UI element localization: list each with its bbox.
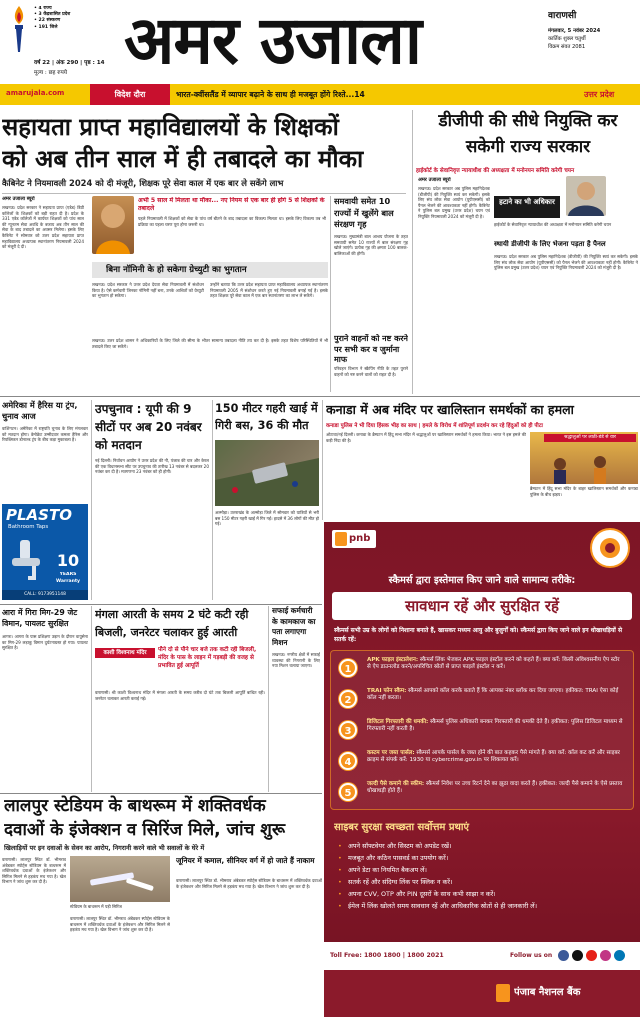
pnb-bank-name: पंजाब नैशनल बैंक: [514, 987, 581, 998]
mig-crash-title: आरा में गिरा मिग-29 जेट विमान, पायलट सुरक्षित: [2, 608, 78, 628]
step-detail: स्कैमर्स पुलिस अधिकारी बनकर गिरफ्तारी की धमकी देते हैं। हकीकत: पुलिस डिजिटल माध्यम से गिरफ्तारी नहीं करती है।: [367, 719, 623, 733]
step-title: APK फाइल इंस्टालेशन:: [367, 657, 419, 663]
toll-free[interactable]: Toll Free: 1800 1800 | 1800 2021: [330, 952, 444, 959]
pnb-headline: स्कैमर्स द्वारा इस्तेमाल किए जाने वाले सामान्य तरीके:: [388, 575, 576, 586]
dgp-body-lower: लखनऊ। प्रदेश सरकार अब पुलिस महानिदेशक (डीजीपी) की नियुक्ति स्वयं कर सकेगी। इसके लिए संघ लोक सेवा आयोग (यूपीएससी) को पैनल भेजने की आवश्यकता नहीं होगी। कैबिनेट ने पुलिस बल प्रमुख (उत्तर प्रदेश) चयन एवं नियुक्ति नियमावली 2024 को मंजूरी दी है।: [494, 254, 638, 271]
stadium-body-col2: वाराणसी। लालपुर स्थित डॉ. भीमराव अंबेडकर स्पोर्ट्स स्टेडियम के बाथरूम में शक्तिवर्धक दवाओं के इंजेक्शन और सिरिंज मिलने से हड़कंप मच गया है। खेल विभाग ने जांच शुरू कर दी है।: [70, 916, 170, 933]
lead-body-col1: लखनऊ। प्रदेश सरकार ने सहायता प्राप्त (एडेड) डिग्री कॉलेजों के शिक्षकों को बड़ी राहत दी है। प्रदेश के 331 एडेड कॉलेजों में कार्यरत शिक्षकों को पांच साल की न्यूनतम सेवा अवधि के बजाय अब तीन साल की सेवा के बाद तबादले का अवसर मिलेगा। इसके लिए कैबिनेट ने सोमवार को उत्तर प्रदेश सहायता प्राप्त महाविद्यालय अध्यापक स्थानांतरण नियमावली 2024 को मंजूरी दे दी।: [2, 205, 84, 250]
hygiene-list: [334, 840, 630, 932]
samvaad-sub-headline: पुराने वाहनों को नष्ट करने पर सभी कर व जुर्माना माफ: [334, 334, 408, 364]
junior-side-body: वाराणसी। लालपुर स्थित डॉ. भीमराव अंबेडकर स्पोर्ट्स स्टेडियम के बाथरूम में शक्तिवर्धक दवाओं के इंजेक्शन और सिरिंज मिलने से हड़कंप मच गया है। खेल विभाग ने जांच शुरू कर दी है।: [176, 878, 322, 889]
warranty-years: 10: [56, 552, 80, 570]
inset-title: अभी 5 साल में मिलता था मौका... नए नियम से एक बार ही होंगे 5 से शिक्षकों के तबादले: [138, 197, 325, 212]
pnb-banner: सावधान रहें और सुरक्षित रहें: [332, 592, 632, 620]
samvat: विक्रम संवत 2081: [548, 44, 586, 50]
edition-info: • 4 राज्य • 3 केंद्रशासित प्रदेश • 22 संस्करण • 191 जिले: [34, 6, 71, 30]
stadium-body: वाराणसी। लालपुर स्थित डॉ. भीमराव अंबेडकर स्पोर्ट्स स्टेडियम के बाथरूम में शक्तिवर्धक दवाओं के इंजेक्शन और सिरिंज मिलने से हड़कंप मच गया है। खेल विभाग ने जांच शुरू कर दी है।: [2, 857, 66, 885]
us-election-body: वाशिंगटन। अमेरिका में राष्ट्रपति चुनाव के लिए मंगलवार को मतदान होगा। डेमोक्रेट उम्मीदवार कमला हैरिस और रिपब्लिकन डोनाल्ड ट्रंप के बीच कड़ा मुकाबला है।: [2, 426, 88, 443]
samvaad-headline: समवायी समेत 10 राज्यों में खुलेंगे बाल संरक्षण गृह: [334, 196, 394, 229]
warranty-label: YEARS Warranty: [55, 572, 81, 584]
pnb-logo-mark: [335, 532, 347, 546]
gratuity-body: लखनऊ। प्रदेश सरकार ने उत्तर प्रदेश देयता सेवा नियमावली में संशोधन किया है। ऐसे कर्मचारी जिनका नॉमिनी नहीं बना, उनके आश्रितों को ग्रेच्युटी का भुगतान हो सकेगा।: [92, 282, 204, 299]
samvaad-body: लखनऊ। मुख्यमंत्री बाल आश्रय योजना के तहत समवायी समेत 10 राज्यों में बाल संरक्षण गृह खोले जाएंगे। प्रत्येक गृह की क्षमता 100 बालक-बालिकाओं की होगी।: [334, 234, 408, 256]
canada-headline: कनाडा में अब मंदिर पर खालिस्तान समर्थकों का हमला: [326, 402, 574, 417]
lead-headline-1: सहायता प्राप्त महाविद्यालयों के शिक्षकों: [2, 113, 339, 141]
follow-label: Follow us on: [510, 952, 553, 959]
pnb-step: [339, 748, 623, 776]
pnb-step: [339, 779, 623, 807]
step-number: 2: [339, 690, 357, 708]
step-number: 5: [339, 783, 357, 801]
kaamkaaj-body: लखनऊ। नगरीय क्षेत्रों में सफाई व्यवस्था की निगरानी के लिए नया मिशन चलाया जाएगा।: [272, 652, 320, 669]
masthead: [0, 0, 640, 82]
instagram-icon[interactable]: [600, 950, 611, 961]
bypoll-body: नई दिल्ली। निर्वाचन आयोग ने उत्तर प्रदेश की नौ, पंजाब की चार और केरल की एक विधानसभा सीट पर उपचुनाव की तारीख 13 नवंबर से बदलकर 20 नवंबर कर दी है। मतगणना 23 नवंबर को ही होगी।: [95, 458, 209, 475]
facebook-icon[interactable]: [558, 950, 569, 961]
pnb-logo-text: pnb: [349, 533, 371, 544]
canada-subhead: कनाडा पुलिस ने भी दिया हिंसक भीड़ का साथ | हमले के विरोध में शांतिपूर्ण प्रदर्शन कर रहे हिंदुओं को ही पीटा: [326, 423, 543, 429]
stadium-headline-1: लालपुर स्टेडियम के बाथरूम में शक्तिवर्धक: [4, 796, 266, 816]
canada-photo-tag: श्रद्धालुओं पर लाठी-डंडे से वार: [544, 434, 636, 442]
step-title: डिजिटल गिरफ्तारी की धमकी:: [367, 719, 429, 725]
step-title: कस्टम पर जब्त पार्सल:: [367, 750, 415, 756]
pnb-logo: [332, 530, 376, 548]
step-number: 4: [339, 752, 357, 770]
minister-photo: [92, 196, 134, 254]
pnb-step: [339, 717, 623, 745]
hygiene-item: • अपने डेटा का नियमित बैकअप लें।: [334, 864, 630, 876]
stadium-subhead: खिलाड़ियों पर इन दवाओं के सेवन का आरोप, निगरानी करने वाले भी सवालों के घेरे में: [4, 844, 205, 852]
junior-side-title: जूनियर में कमाल, सीनियर वर्ग में हो जाते हैं नाकाम: [176, 856, 315, 865]
tap-icon: [8, 536, 44, 592]
plasto-ad[interactable]: [2, 504, 88, 600]
pnb-bar-logo: [496, 984, 510, 1002]
torch-logo: [8, 4, 30, 54]
syringe-caption: स्टेडियम के बाथरूम में पड़ी सिरिंज: [70, 904, 122, 909]
lead-byline: अमर उजाला ब्यूरो: [2, 196, 35, 202]
stadium-headline-2: दवाओं के इंजेक्शन व सिरिंज मिले, जांच शुरू: [4, 820, 286, 840]
x-icon[interactable]: [572, 950, 583, 961]
us-election-title: अमेरिका में हैरिस या ट्रंप, चुनाव आज: [2, 400, 78, 421]
mig-crash-body: आगरा। आगरा के पास प्रशिक्षण उड़ान के दौरान वायुसेना का मिग-29 लड़ाकू विमान दुर्घटनाग्रस्त हो गया। पायलट सुरक्षित है।: [2, 634, 88, 651]
edition-city: वाराणसी: [548, 11, 577, 20]
step-text: [367, 719, 623, 734]
section-tag: विदेश दौरा: [90, 84, 170, 105]
lead-headline-2: को अब तीन साल में ही तबादले का मौका: [2, 145, 364, 173]
step-text: [367, 750, 623, 765]
step-text: [367, 688, 623, 703]
dgp-photo: [566, 176, 606, 216]
dgp-body-right: हाईकोर्ट के सेवानिवृत्त न्यायाधीश की अध्यक्षता में मनोनयन समिति करेगी चयन: [494, 222, 612, 227]
dgp-sub-headline: स्थायी डीजीपी के लिए भेजना पड़ता है पैनल: [494, 240, 606, 248]
aarti-quote: पौने दो से पौने चार बजे तक कटी रही बिजली, मंदिर के पास के लाइन में गड़बड़ी की वजह से प्रभावित हुई आपूर्ति: [158, 647, 257, 669]
dgp-subhead: हाईकोर्ट के सेवानिवृत्त न्यायाधीश की अध्यक्षता में मनोनयन समिति करेगी चयन: [416, 168, 575, 174]
dgp-body: लखनऊ। प्रदेश सरकार अब पुलिस महानिदेशक (डीजीपी) की नियुक्ति स्वयं कर सकेगी। इसके लिए संघ लोक सेवा आयोग (यूपीएससी) को पैनल भेजने की आवश्यकता नहीं होगी। कैबिनेट ने पुलिस बल प्रमुख (उत्तर प्रदेश) चयन एवं नियुक्ति नियमावली 2024 को मंजूरी दी है।: [418, 186, 490, 219]
region-tag: उत्तर प्रदेश: [584, 90, 615, 99]
aarti-body: वाराणसी। श्री काशी विश्वनाथ मंदिर में मंगला आरती के समय करीब दो घंटे तक बिजली आपूर्ति बाधित रही। जनरेटर चलाकर आरती कराई गई।: [95, 690, 265, 701]
syringe-photo: [70, 856, 170, 902]
step-number: 1: [339, 659, 357, 677]
pnb-bank-bar: [324, 970, 640, 1017]
lead-body-col2: उन्होंने बताया कि उत्तर प्रदेश सहायता प्राप्त महाविद्यालय अध्यापक स्थानांतरण नियमावली 2005 में संशोधन करते हुए नई नियमावली बनाई गई है। इसके तहत शिक्षक पूरे सेवा काल में एक बार स्थानांतरण का लाभ ले सकेंगे।: [210, 282, 328, 299]
masthead-title: अमर उजाला: [124, 1, 421, 79]
year-line: वर्ष 22 | अंक 290 | पृष्ठ : 14: [34, 60, 105, 66]
pnb-steps-panel: [330, 650, 634, 810]
canada-body: ओटावा/नई दिल्ली। कनाडा के ब्रैम्पटन में हिंदू सभा मंदिर में श्रद्धालुओं पर खालिस्तान समर्थकों ने हमला किया। भारत ने इस हमले की कड़ी निंदा की है।: [326, 432, 526, 443]
step-detail: स्कैमर्स लिंक भेजकर APK फाइल इंस्टॉल करने को कहते हैं। क्या करें: किसी अविश्वसनीय ऐप स्टोर से ऐप डाउनलोड करने/अपरिचित स्रोतों से प्राप्त फाइलें इंस्टॉल न करें।: [367, 657, 620, 671]
ticker-text[interactable]: भारत-क्वींसलैंड में व्यापार बढ़ाने के साथ ही मजबूत होंगे रिश्ते...14: [176, 90, 365, 99]
aarti-headline: मंगला आरती के समय 2 घंटे कटी रही बिजली, जनरेटर चलाकर हुई आरती: [95, 608, 249, 639]
pnb-footer: [324, 942, 640, 970]
gratuity-box: [92, 262, 328, 278]
plasto-subtitle: Bathroom Taps: [8, 524, 49, 530]
dgp-headline: डीजीपी की सीधे नियुक्ति कर सकेगी राज्य सरकार: [438, 111, 618, 157]
bus-body: अल्मोड़ा। उत्तराखंड के अल्मोड़ा जिले में सोमवार को यात्रियों से भरी बस 150 मीटर गहरी खाई में गिर गई। हादसे में 36 लोगों की मौत हो गई।: [215, 510, 319, 527]
aarti-strip: काशी विश्वनाथ मंदिर: [95, 648, 155, 658]
bus-accident-photo: [215, 440, 319, 506]
canada-photo: [530, 432, 638, 484]
step-detail: स्कैमर्स आपके पार्सल के जब्त होने की बात कहकर पैसे मांगते हैं। क्या करें: कॉल कट करें और साइबर क्राइम से संपर्क करें: 1930 या cybercrime.gov.in पर शिकायत करें।: [367, 750, 620, 764]
price-line: मूल्य : छह रुपये: [34, 70, 68, 76]
pnb-seal-icon: [590, 528, 630, 568]
step-number: 3: [339, 721, 357, 739]
hygiene-item: • अपने सॉफ्टवेयर और सिस्टम को अपडेट रखें।: [334, 840, 630, 852]
gratuity-title: बिना नॉमिनी के हो सकेगा ग्रेच्युटी का भुगतान: [106, 265, 247, 275]
plasto-phone: CALL: 9173951148: [2, 590, 88, 600]
hygiene-title: साइबर सुरक्षा स्वच्छता सर्वोत्तम प्रथाएं: [334, 822, 470, 833]
step-title: TRAI फोन स्कैम:: [367, 688, 407, 694]
youtube-icon[interactable]: [586, 950, 597, 961]
hygiene-item: • मजबूत और कठिन पासवर्ड का उपयोग करें।: [334, 852, 630, 864]
step-text: [367, 781, 623, 796]
website-link[interactable]: amarujala.com: [6, 89, 65, 97]
inset-body: पहले नियमावली में शिक्षकों को सेवा के पांच वर्ष बीतने के बाद तबादला का विकल्प मिलता था। इसके लिए विकल्प तब भी प्रक्रिया का पहला चरण पूरा होना जरूरी था।: [138, 216, 326, 227]
pnb-step: [339, 686, 623, 714]
linkedin-icon[interactable]: [614, 950, 625, 961]
dgp-byline: अमर उजाला ब्यूरो: [418, 177, 451, 183]
edition-date: मंगलवार, 5 नवंबर 2024: [548, 28, 601, 34]
samvaad-sub-body: परिवहन विभाग ने स्क्रैपिंग नीति के तहत पुराने वाहनों को नष्ट करने वालों को राहत दी है।: [334, 366, 408, 377]
nav-strip: [0, 84, 640, 105]
lead-subhead: कैबिनेट ने नियमावली 2024 को दी मंजूरी, शिक्षक पूरे सेवा काल में एक बार ले सकेंगे लाभ: [2, 178, 284, 188]
step-title: जल्दी पैसे कमाने की स्कीम:: [367, 781, 425, 787]
pnb-intro: स्कैमर्स सभी उम्र के लोगों को निशाना बनाते हैं, खासकर मध्यम आयु और बुजुर्गों को। स्कैमर्स द्वारा किए जाने वाले इन धोखाधड़ियों से सतर्क रहें:: [334, 627, 623, 643]
bypoll-headline: उपचुनाव : यूपी की 9 सीटों पर अब 20 नवंबर को मतदान: [95, 402, 202, 452]
hindu-date: कार्तिक शुक्ल चतुर्थी: [548, 36, 586, 42]
hygiene-item: • ईमेल में लिंक खोलते समय सावधान रहें और आधिकारिक स्रोतों से ही जानकारी लें।: [334, 900, 630, 912]
pnb-ad[interactable]: [324, 522, 640, 1017]
pnb-step: [339, 655, 623, 683]
bus-headline: 150 मीटर गहरी खाई में गिरी बस, 36 की मौत: [215, 402, 318, 432]
hygiene-item: • सतर्क रहें और संदिग्ध लिंक पर क्लिक न करें।: [334, 876, 630, 888]
hygiene-item: • अपना CVV, OTP और PIN दूसरों के साथ कभी साझा न करें।: [334, 888, 630, 900]
canada-photo-caption: ब्रैम्पटन में हिंदू सभा मंदिर के बाहर खालिस्तान समर्थकों और कनाडा पुलिस के बीच झड़प।: [530, 486, 638, 497]
kaamkaaj-headline: सफाई कर्मचारी के कामकाज का पता लगाएगा मिशन: [272, 606, 316, 647]
plasto-brand: PLASTO: [6, 506, 72, 524]
lead-body-col3: लखनऊ। उत्तर प्रदेश शासन ने अधिकारियों के लिए जिले की सीमा के भीतर सामान्य तबादला नीति तय कर दी है। इसके तहत विशेष परिस्थितियों में भी तबादले किए जा सकेंगे।: [92, 338, 328, 349]
step-detail: स्कैमर्स निवेश पर उच्च रिटर्न देने का झूठा वादा करते हैं। हकीकत: जल्दी पैसे कमाने के ऐसे प्रस्ताव धोखाधड़ी होते हैं।: [367, 781, 623, 795]
step-detail: स्कैमर्स आपको कॉल करके बताते हैं कि आपका नंबर ब्लॉक कर दिया जाएगा। हकीकत: TRAI ऐसा कोई कॉल नहीं करता।: [367, 688, 619, 702]
dgp-badge: हटाने का भी अधिकार: [494, 196, 560, 218]
step-text: [367, 657, 623, 672]
